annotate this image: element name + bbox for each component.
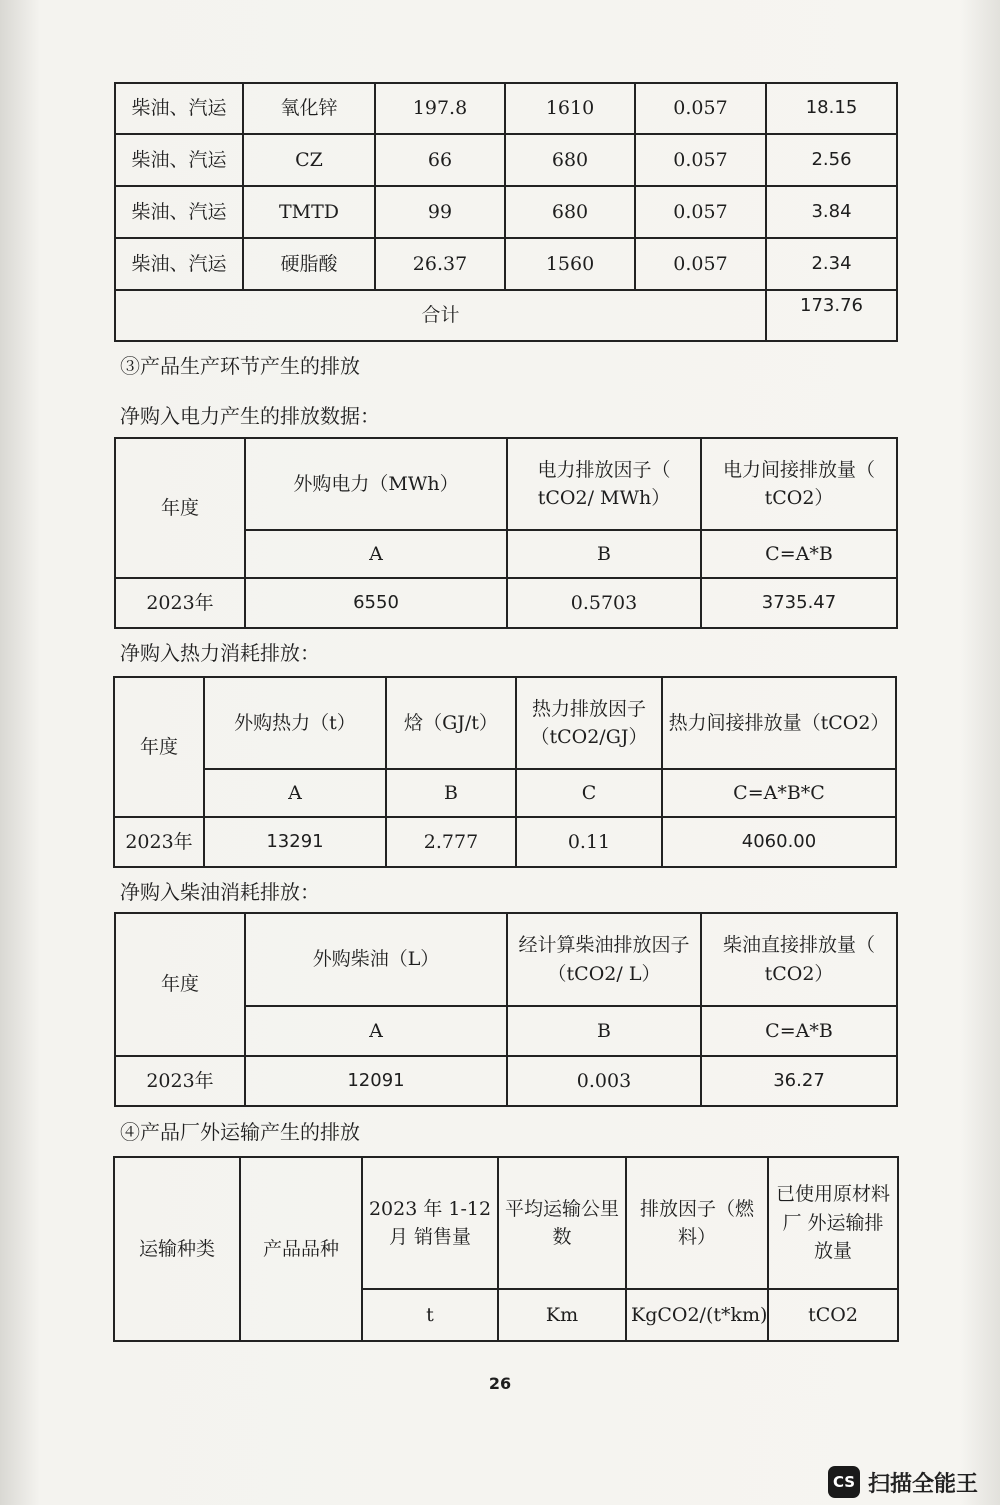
table-row	[115, 186, 897, 238]
total-value: 173.76	[766, 290, 897, 341]
column-c-label: C=A*B	[701, 530, 897, 578]
column-b-label: B	[507, 1006, 701, 1056]
enthalpy-cell: 2.777	[386, 817, 516, 867]
camscanner-logo-icon: CS	[828, 1466, 860, 1498]
column-c-label: C	[516, 769, 662, 817]
page-number: 26	[488, 1374, 512, 1393]
year-cell: 2023年	[115, 1056, 245, 1106]
table-row	[115, 238, 897, 290]
factor-cell: 0.5703	[507, 578, 701, 628]
year-header: 年度	[114, 677, 204, 817]
table-row	[115, 578, 897, 628]
distance-cell: 680	[505, 134, 635, 186]
table-row	[115, 134, 897, 186]
diesel-caption: 净购入柴油消耗排放：	[120, 880, 320, 904]
year-header: 年度	[115, 438, 245, 578]
section-4-title: ④产品厂外运输产生的排放	[120, 1120, 360, 1144]
column-a-label: A	[245, 530, 507, 578]
purchase-header: 外购柴油（L）	[245, 913, 507, 1006]
year-cell: 2023年	[115, 578, 245, 628]
column-b-label: B	[507, 530, 701, 578]
factor-header: 热力排放因子（tCO2/GJ）	[516, 677, 662, 769]
table-row	[114, 1157, 898, 1289]
emission-cell: 4060.00	[662, 817, 896, 867]
transport-cell: 柴油、汽运	[115, 83, 243, 134]
factor-header: 电力排放因子（ tCO2/ MWh）	[507, 438, 701, 530]
emission-header: 柴油直接排放量（ tCO2）	[701, 913, 897, 1006]
transport-cell: 柴油、汽运	[115, 134, 243, 186]
transport-type-header: 运输种类	[114, 1157, 240, 1341]
electricity-caption: 净购入电力产生的排放数据：	[120, 404, 380, 428]
total-row	[115, 290, 897, 341]
sales-header: 2023 年 1-12 月 销售量	[362, 1157, 498, 1289]
column-b-label: B	[386, 769, 516, 817]
table-row	[114, 769, 896, 817]
factor-cell: 0.11	[516, 817, 662, 867]
purchase-cell: 12091	[245, 1056, 507, 1106]
product-type-header: 产品品种	[240, 1157, 362, 1341]
product-transport-table	[113, 1156, 899, 1342]
column-a-label: A	[204, 769, 386, 817]
electricity-table	[114, 437, 898, 629]
amount-cell: 66	[375, 134, 505, 186]
emission-header: 电力间接排放量（ tCO2）	[701, 438, 897, 530]
factor-cell: 0.057	[635, 134, 766, 186]
distance-header: 平均运输公里数	[498, 1157, 626, 1289]
table-row	[115, 83, 897, 134]
purchase-cell: 6550	[245, 578, 507, 628]
heat-caption: 净购入热力消耗排放：	[120, 641, 320, 665]
purchase-cell: 13291	[204, 817, 386, 867]
column-a-label: A	[245, 1006, 507, 1056]
year-header: 年度	[115, 913, 245, 1056]
material-transport-table	[114, 82, 898, 342]
distance-cell: 1610	[505, 83, 635, 134]
column-c-label: C=A*B	[701, 1006, 897, 1056]
table-row	[115, 1056, 897, 1106]
year-cell: 2023年	[114, 817, 204, 867]
factor-cell: 0.057	[635, 186, 766, 238]
table-row	[114, 817, 896, 867]
emission-cell: 3.84	[766, 186, 897, 238]
table-row	[115, 438, 897, 530]
emission-header: 已使用原材料厂 外运输排放量	[768, 1157, 898, 1289]
factor-cell: 0.057	[635, 238, 766, 290]
column-d-label: C=A*B*C	[662, 769, 896, 817]
watermark-text: 扫描全能王	[867, 1471, 978, 1497]
emission-cell: 18.15	[766, 83, 897, 134]
factor-header: 排放因子（燃料）	[626, 1157, 768, 1289]
material-cell: CZ	[243, 134, 375, 186]
transport-cell: 柴油、汽运	[115, 238, 243, 290]
scanner-watermark	[828, 1466, 978, 1498]
amount-cell: 197.8	[375, 83, 505, 134]
transport-cell: 柴油、汽运	[115, 186, 243, 238]
purchase-header: 外购电力（MWh）	[245, 438, 507, 530]
material-cell: TMTD	[243, 186, 375, 238]
emission-cell: 3735.47	[701, 578, 897, 628]
enthalpy-header: 焓（GJ/t）	[386, 677, 516, 769]
sales-unit: t	[362, 1289, 498, 1341]
factor-cell: 0.003	[507, 1056, 701, 1106]
distance-unit: Km	[498, 1289, 626, 1341]
table-row	[115, 913, 897, 1006]
emission-header: 热力间接排放量（tCO2）	[662, 677, 896, 769]
distance-cell: 1560	[505, 238, 635, 290]
material-cell: 硬脂酸	[243, 238, 375, 290]
table-row	[114, 677, 896, 769]
emission-cell: 2.34	[766, 238, 897, 290]
emission-cell: 2.56	[766, 134, 897, 186]
heat-table	[113, 676, 897, 868]
emission-unit: tCO2	[768, 1289, 898, 1341]
total-label: 合计	[115, 290, 766, 341]
material-cell: 氧化锌	[243, 83, 375, 134]
factor-unit: KgCO2/(t*km)	[626, 1289, 768, 1341]
distance-cell: 680	[505, 186, 635, 238]
section-3-title: ③产品生产环节产生的排放	[120, 354, 360, 378]
factor-header: 经计算柴油排放因子（tCO2/ L）	[507, 913, 701, 1006]
amount-cell: 99	[375, 186, 505, 238]
purchase-header: 外购热力（t）	[204, 677, 386, 769]
diesel-table	[114, 912, 898, 1107]
amount-cell: 26.37	[375, 238, 505, 290]
emission-cell: 36.27	[701, 1056, 897, 1106]
factor-cell: 0.057	[635, 83, 766, 134]
